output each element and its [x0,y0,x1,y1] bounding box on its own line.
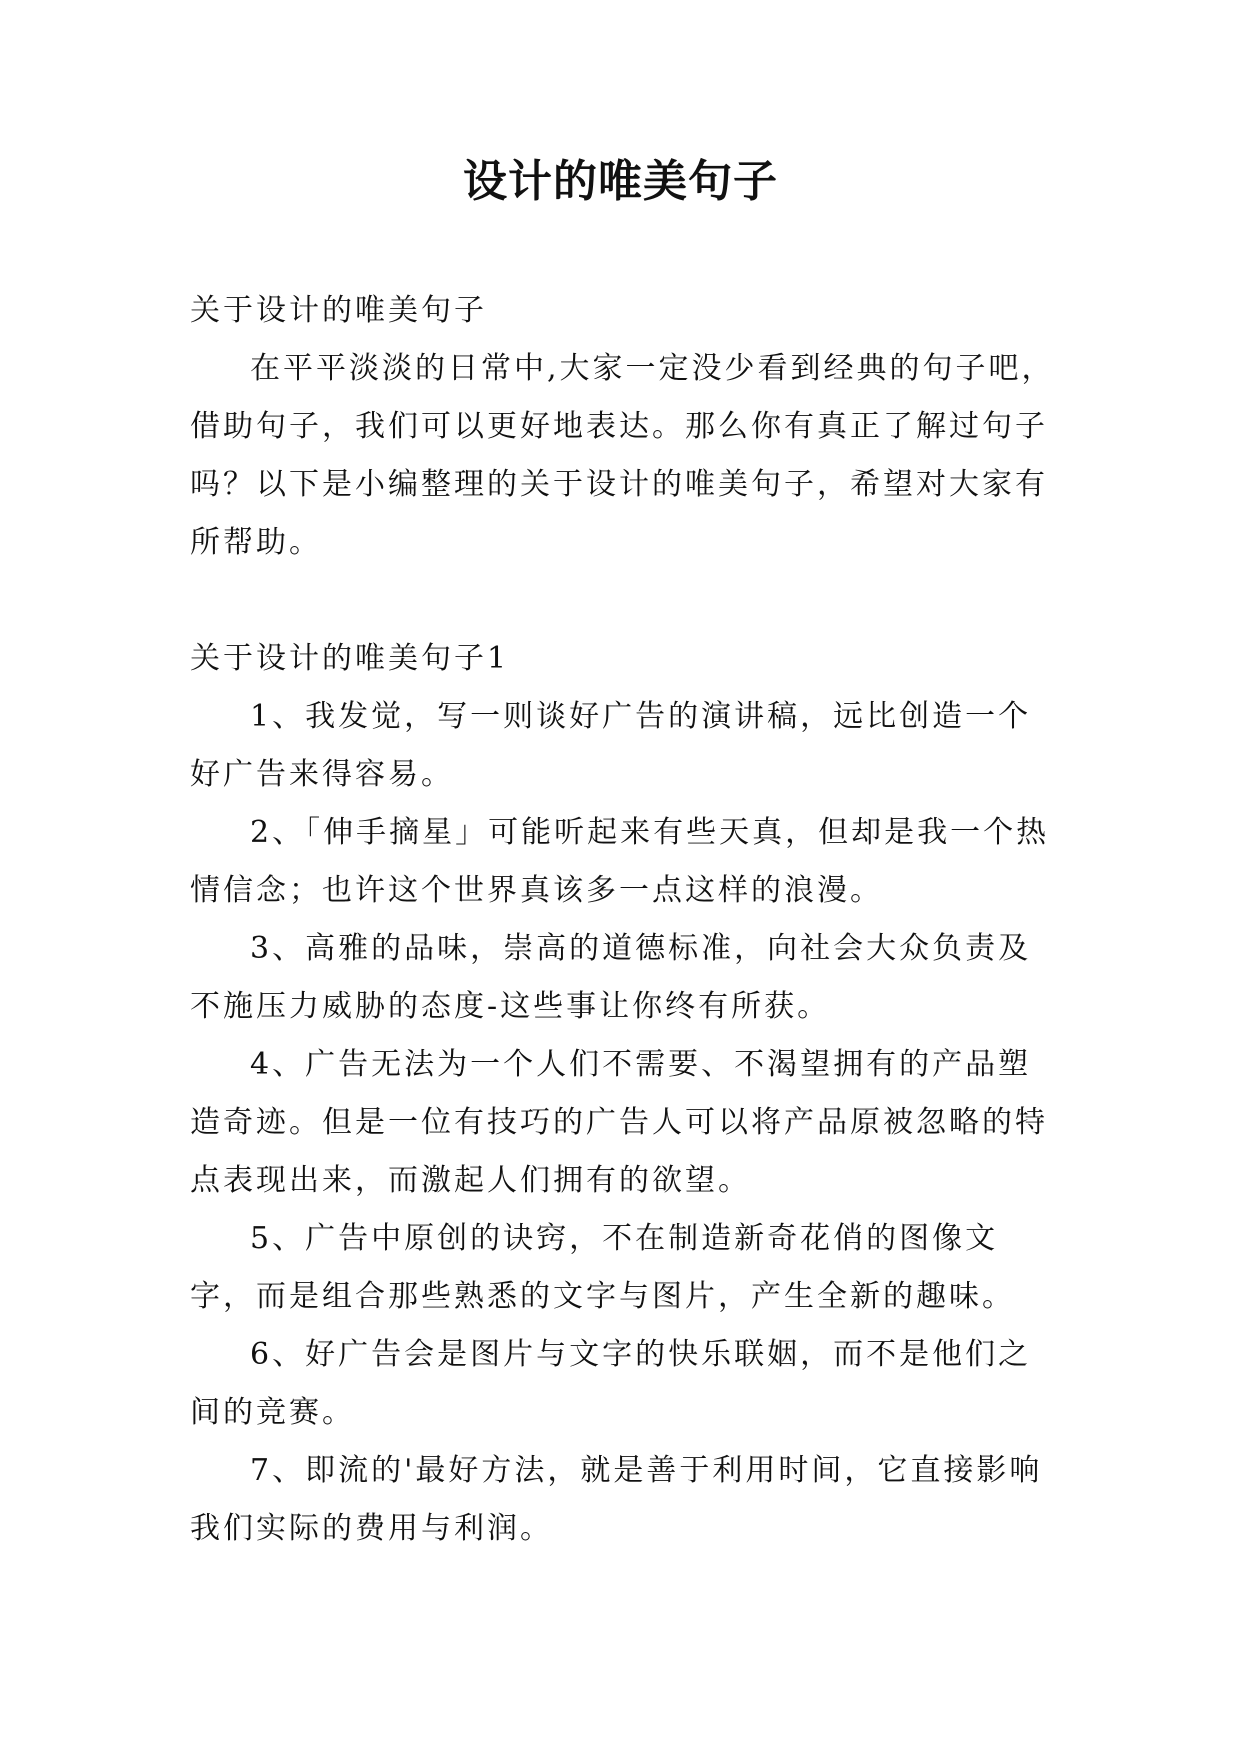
section-spacer [190,572,1055,630]
list-item: 6、好广告会是图片与文字的快乐联姻，而不是他们之间的竞赛。 [190,1337,1032,1430]
document-body [190,282,1055,1558]
intro-paragraph: 在平平淡淡的日常中,大家一定没少看到经典的句子吧，借助句子，我们可以更好地表达。那么你有真正了解过句子吗？以下是小编整理的关于设计的唯美句子，希望对大家有所帮助。 [190,351,1055,560]
list-item: 3、高雅的品味，崇高的道德标准，向社会大众负责及不施压力威胁的态度-这些事让你终有所获。 [190,931,1032,1024]
list-item: 1、我发觉，写一则谈好广告的演讲稿，远比创造一个好广告来得容易。 [190,699,1032,792]
list-item: 2、「伸手摘星」可能听起来有些天真，但却是我一个热情信念；也许这个世界真该多一点这样的浪漫。 [190,815,1050,908]
intro-heading: 关于设计的唯美句子 [190,293,487,328]
list-item: 7、即流的'最好方法，就是善于利用时间，它直接影响我们实际的费用与利润。 [190,1453,1043,1546]
document-title: 设计的唯美句子 [463,156,778,207]
list-item: 4、广告无法为一个人们不需要、不渴望拥有的产品塑造奇迹。但是一位有技巧的广告人可以将产品原被忽略的特点表现出来，而激起人们拥有的欲望。 [190,1047,1048,1198]
list-item: 5、广告中原创的诀窍，不在制造新奇花俏的图像文字，而是组合那些熟悉的文字与图片，产生全新的趣味。 [190,1221,1015,1314]
section-heading: 关于设计的唯美句子1 [190,641,510,676]
